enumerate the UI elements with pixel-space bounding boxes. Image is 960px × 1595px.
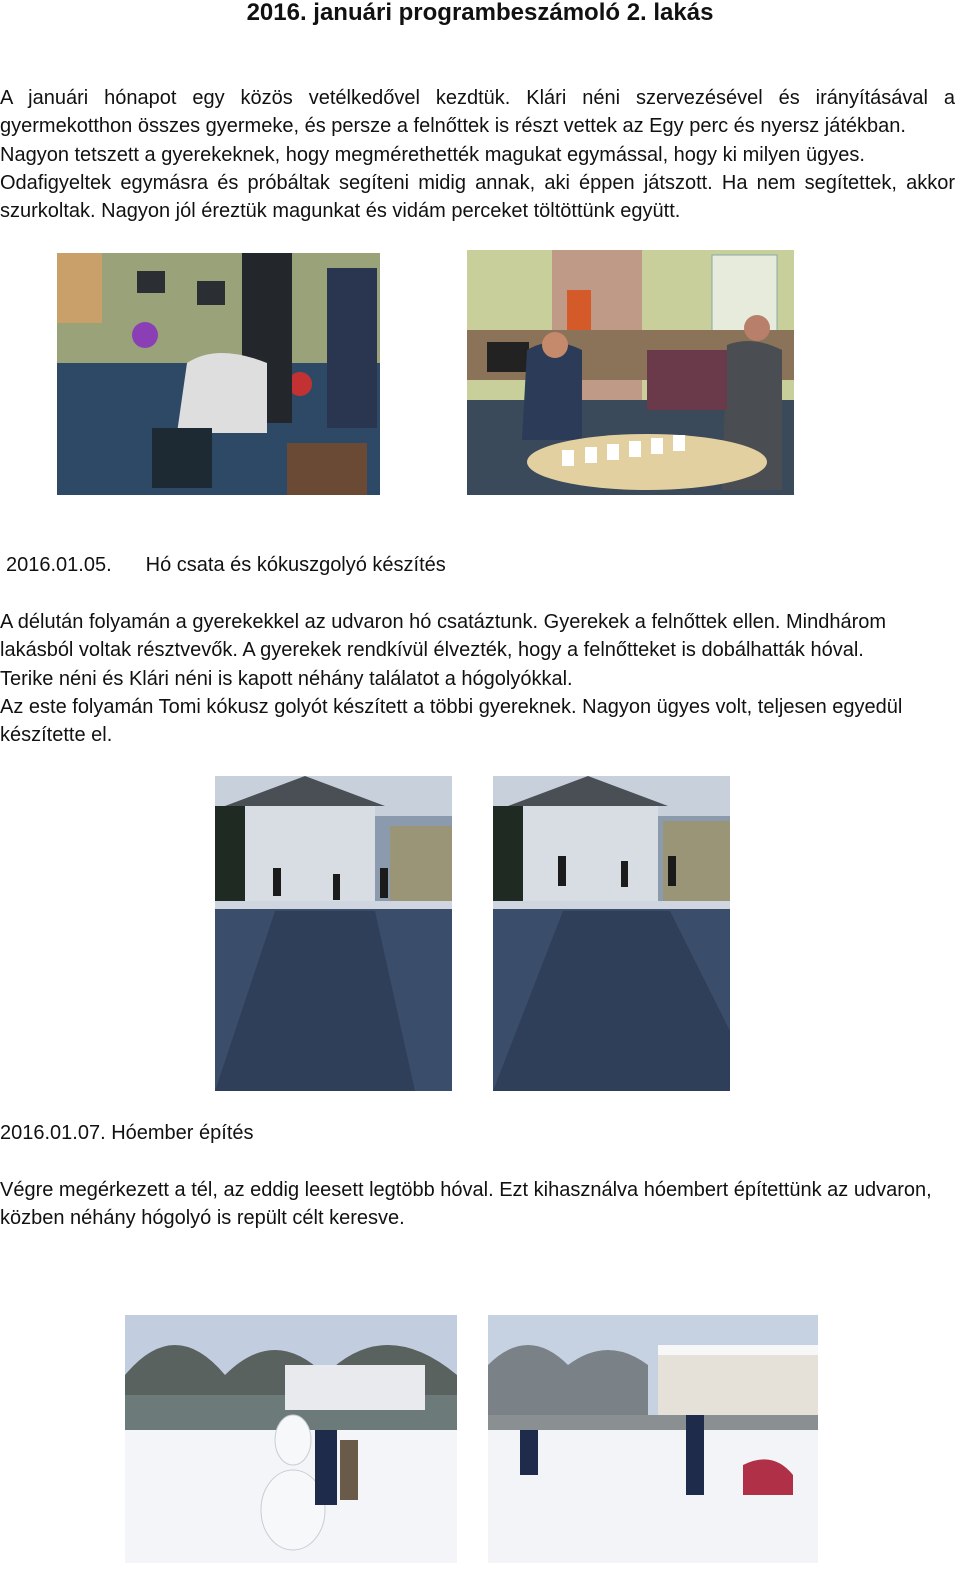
intro-line: Nagyon tetszett a gyerekeknek, hogy megmérethették magukat egymással, hogy ki milyen ügyes. xyxy=(0,143,865,166)
section1-line: Az este folyamán Tomi kókusz golyót készített a többi gyereknek. Nagyon ügyes volt, teljesen egyedül készítette el. xyxy=(0,695,903,747)
section1-heading xyxy=(6,551,446,579)
photo-snowball-fight-2 xyxy=(493,776,730,1091)
photo-snowman-2 xyxy=(488,1315,818,1563)
photo-indoor-game-2 xyxy=(467,250,794,495)
photo-indoor-game-1 xyxy=(57,253,380,495)
section1-line: Terike néni és Klári néni is kapott néhány találatot a hógolyókkal. xyxy=(0,667,573,690)
section2-heading: 2016.01.07. Hóember építés xyxy=(0,1122,254,1144)
intro-line: A januári hónapot egy közös vetélkedővel kezdtük. Klári néni szervezésével és irányításával a gyermekotthon összes gyermeke, és persze a felnőttek is részt vettek az Egy perc és nyersz játékban. xyxy=(0,87,955,138)
section1-paragraph xyxy=(0,608,955,749)
photo-snowball-fight-1 xyxy=(215,776,452,1091)
intro-paragraph xyxy=(0,84,955,225)
section1-date: 2016.01.05. xyxy=(6,554,112,576)
section2-line: Végre megérkezett a tél, az eddig leesett legtöbb hóval. Ezt kihasználva hóembert építettünk az udvaron, közben néhány hógolyó is repült célt keresve. xyxy=(0,1179,932,1230)
page-title: 2016. januári programbeszámoló 2. lakás xyxy=(246,0,714,26)
section2-paragraph xyxy=(0,1176,955,1233)
intro-line: Odafigyeltek egymásra és próbáltak segíteni midig annak, aki éppen játszott. Ha nem segítettek, akkor szurkoltak. Nagyon jól éreztük magunkat és vidám perceket töltöttünk együtt. xyxy=(0,171,955,223)
section1-title: Hó csata és kókuszgolyó készítés xyxy=(145,554,446,576)
photo-snowman-1 xyxy=(125,1315,457,1563)
section1-line: A délután folyamán a gyerekekkel az udvaron hó csatáztunk. Gyerekek a felnőttek ellen. Mindhárom lakásból voltak résztvevők. A gyerekek rendkívül élvezték, hogy a felnőtteket is dobálhatták hóval. xyxy=(0,611,887,662)
